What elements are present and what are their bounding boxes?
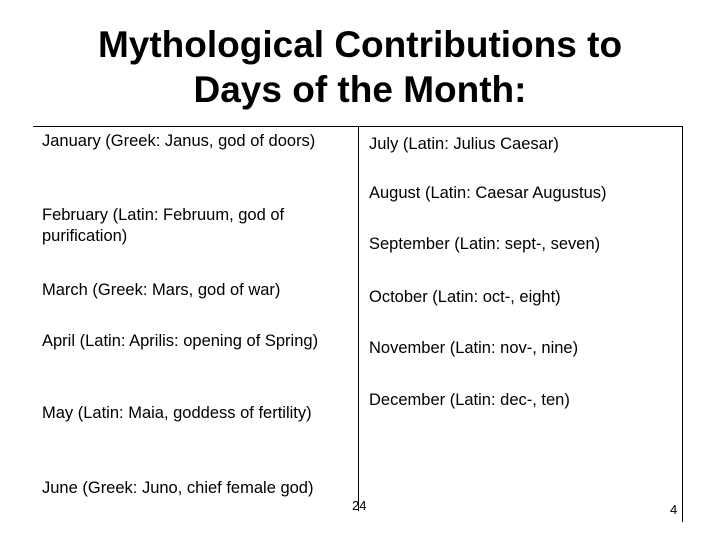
month-july: July (Latin: Julius Caesar)	[369, 135, 559, 153]
month-august: August (Latin: Caesar Augustus)	[369, 184, 607, 202]
month-may: May (Latin: Maia, goddess of fertility)	[42, 404, 312, 422]
month-november: November (Latin: nov-, nine)	[369, 339, 579, 357]
month-june: June (Greek: Juno, chief female god)	[42, 479, 314, 497]
month-january: January (Greek: Janus, god of doors)	[42, 132, 316, 150]
month-september: September (Latin: sept-, seven)	[369, 235, 601, 253]
month-march: March (Greek: Mars, god of war)	[42, 281, 281, 299]
month-october: October (Latin: oct-, eight)	[369, 288, 561, 306]
title-line-1: Mythological Contributions to	[97, 24, 623, 65]
month-april: April (Latin: Aprilis: opening of Spring)	[42, 332, 319, 350]
page-number-right: 4	[670, 502, 678, 517]
month-february: February (Latin: Februum, god of purification)	[42, 206, 285, 245]
column-divider	[358, 126, 359, 511]
title-line-2: Days of the Month:	[193, 69, 527, 110]
slide-title	[0, 22, 720, 112]
page-number-center: 24	[352, 498, 367, 513]
month-december: December (Latin: dec-, ten)	[369, 391, 570, 409]
